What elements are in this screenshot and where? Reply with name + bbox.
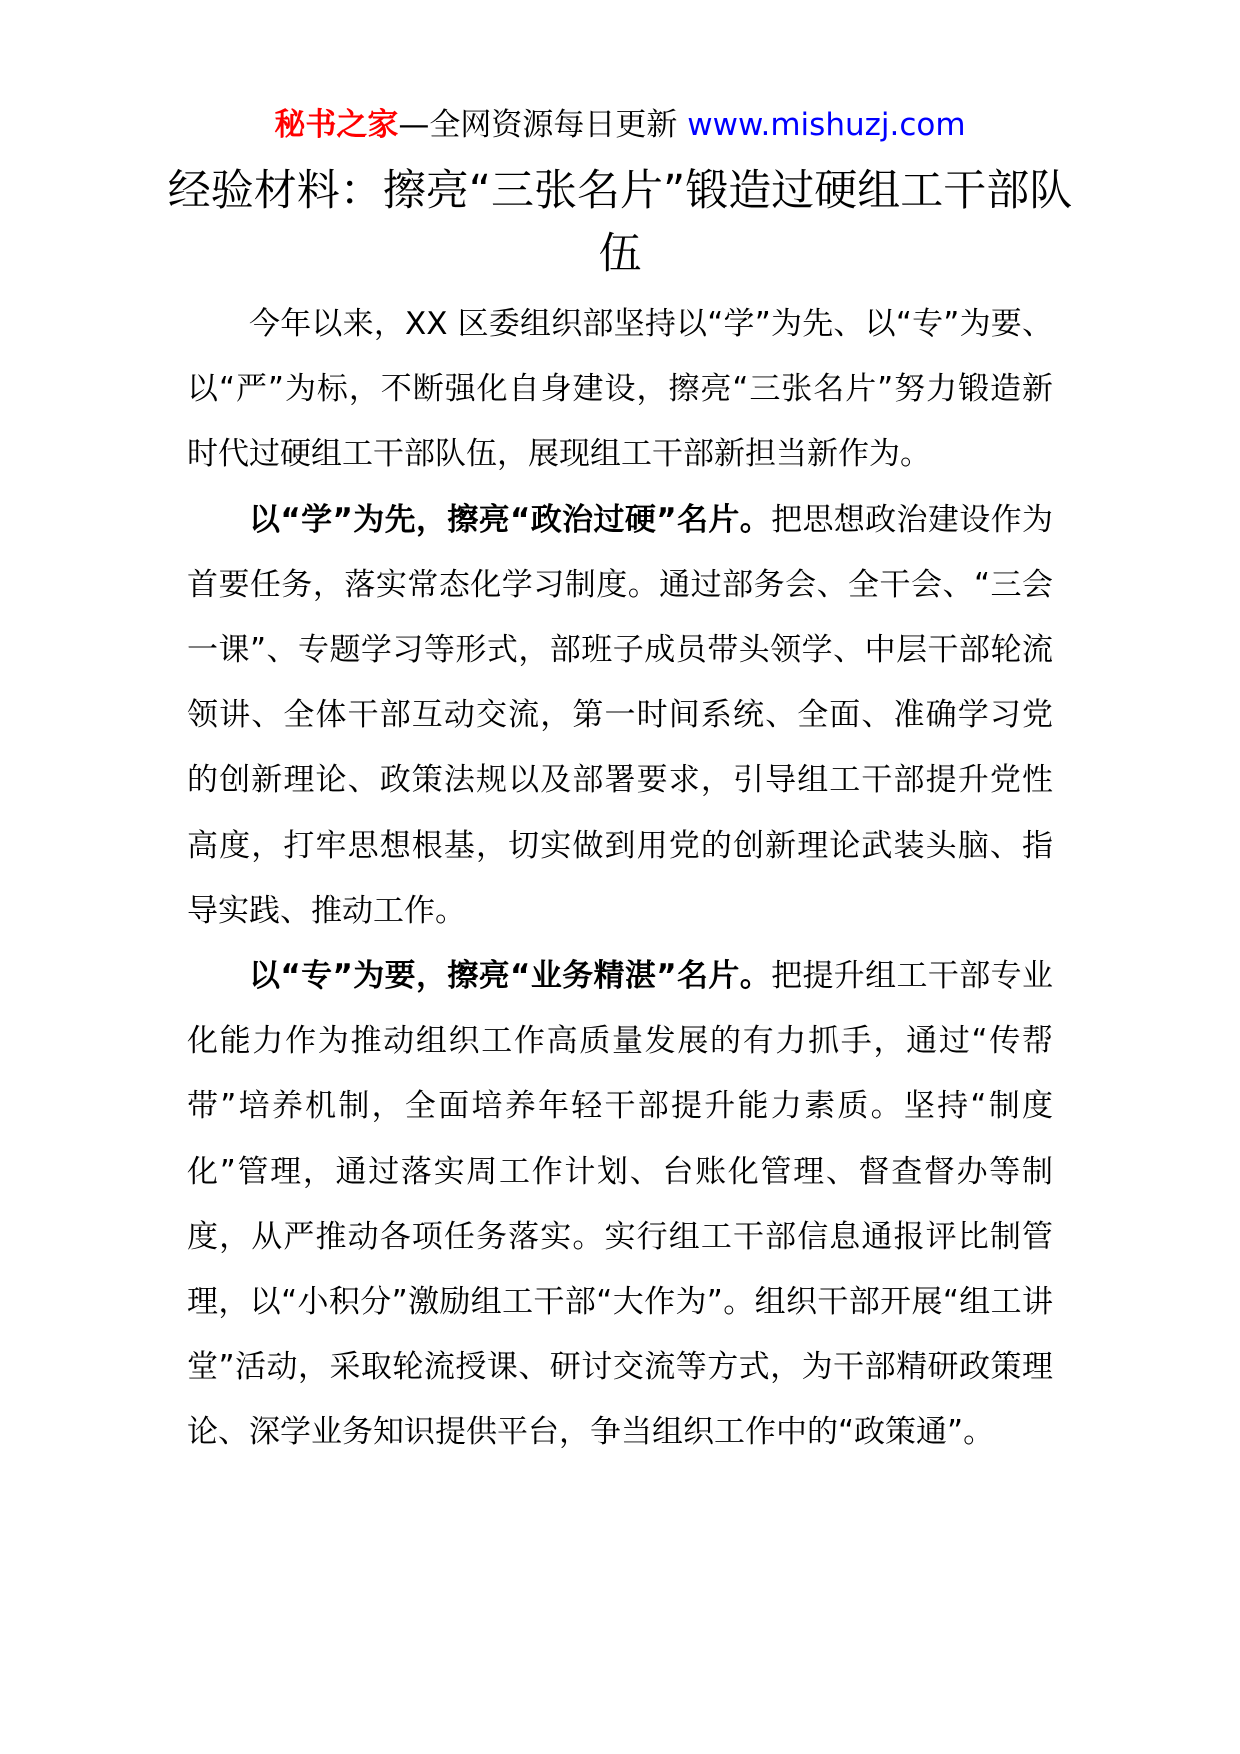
paragraph-study [187,488,1053,944]
paragraph-intro [187,292,1053,488]
paragraph-expertise [187,944,1053,1466]
document-title: 经验材料：擦亮“三张名片”锻造过硬组工干部队伍 [167,166,1073,279]
paragraph-lead: 以“专”为要，擦亮“业务精湛”名片。 [249,958,772,995]
brand-name: 秘书之家 [274,107,399,143]
header-slogan: —全网资源每日更新 [398,107,688,143]
source-header [0,103,1240,147]
website-link[interactable]: www.mishuzj.com [687,107,966,143]
document-body [187,292,1053,1466]
paragraph-text: 把思想政治建设作为首要任务，落实常态化学习制度。通过部务会、全干会、“三会一课”、专题学习等形式，部班子成员带头领学、中层干部轮流领讲、全体干部互动交流，第一时间系统、全面、准确学习党的创新理论、政策法规以及部署要求，引导组工干部提升党性高度，打牢思想根基，切实做到用党的创新理论武装头脑、指导实践、推动工作。 [187,501,1054,929]
paragraph-lead: 以“学”为先，擦亮“政治过硬”名片。 [249,501,772,538]
paragraph-text: 把提升组工干部专业化能力作为推动组织工作高质量发展的有力抓手，通过“传帮带”培养机制，全面培养年轻干部提升能力素质。坚持“制度化”管理，通过落实周工作计划、台账化管理、督查督办等制度，从严推动各项任务落实。实行组工干部信息通报评比制管理，以“小积分”激励组工干部“大作为”。组织干部开展“组工讲堂”活动，采取轮流授课、研讨交流等方式，为干部精研政策理论、深学业务知识提供平台，争当组织工作中的“政策通”。 [187,958,1054,1451]
paragraph-text: 今年以来，XX 区委组织部坚持以“学”为先、以“专”为要、以“严”为标，不断强化自身建设，擦亮“三张名片”努力锻造新时代过硬组工干部队伍，展现组工干部新担当新作为。 [187,306,1053,473]
